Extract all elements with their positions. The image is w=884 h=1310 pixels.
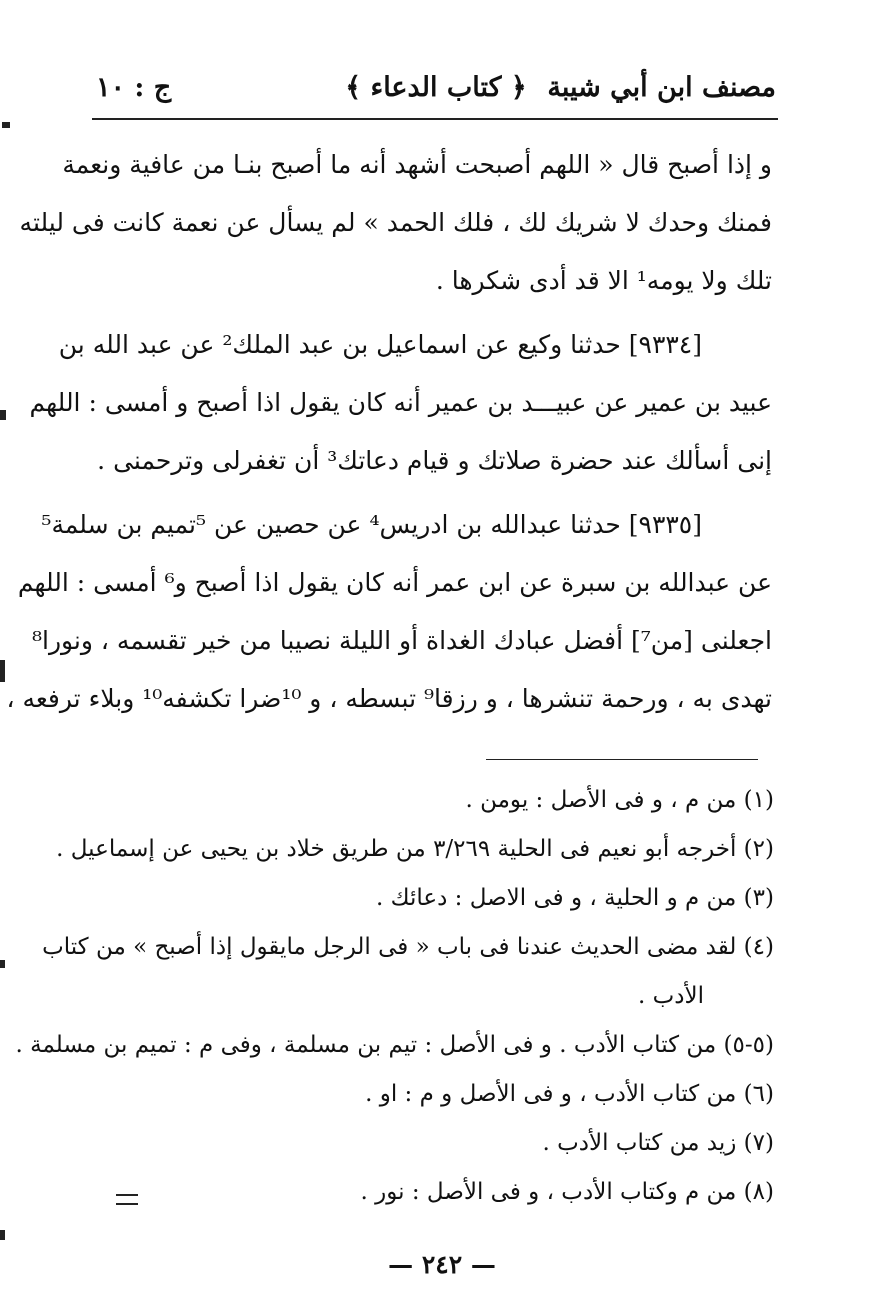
footnote-2: (٢) أخرجه أبو نعيم فى الحلية ٣/٢٦٩ من طريق خلاد بن يحيى عن إسماعيل . — [56, 836, 774, 862]
continuation-mark — [116, 1194, 138, 1205]
text-line: إنى أسألك عند حضرة صلاتك و قيام دعاتك³ أن تغفرلى وترحمنى . — [97, 446, 772, 475]
text-line: اجعلنى [من⁷] أفضل عبادك الغداة أو الليلة نصيبا من خير تقسمه ، ونورا⁸ — [31, 626, 772, 655]
footnote-8: (٨) من م وكتاب الأدب ، و فى الأصل : نور . — [360, 1179, 774, 1205]
text-line: تلك ولا يومه¹ الا قد أدى شكرها . — [435, 266, 772, 295]
text-line: و إذا أصبح قال « اللهم أصبحت أشهد أنه ما أصبح بنـا من عافية ونعمة — [62, 150, 772, 179]
header-rule — [92, 118, 778, 120]
page-number: — ٢٤٢ — — [388, 1250, 496, 1279]
footnote-1: (١) من م ، و فى الأصل : يومن . — [465, 787, 774, 813]
main-text — [6, 136, 772, 728]
footnote-rule — [486, 759, 758, 760]
text-line: فمنك وحدك لا شريك لك ، فلك الحمد » لم يسأل عن نعمة كانت فى ليلته — [19, 208, 772, 237]
scan-edge-mark — [0, 660, 5, 682]
book-title: مصنف ابن أبي شيبة — [547, 72, 776, 103]
scan-edge-mark — [2, 122, 10, 128]
footnote-4: (٤) لقد مضى الحديث عندنا فى باب « فى الرجل مايقول إذا أصبح » من كتاب — [42, 934, 774, 960]
chapter-title: ﴿ كتاب الدعاء ﴾ — [345, 72, 527, 103]
running-header — [96, 66, 776, 112]
footnote-5: (٥-٥) من كتاب الأدب . و فى الأصل : تيم بن مسلمة ، وفى م : تميم بن مسلمة . — [15, 1032, 774, 1058]
text-line: تهدى به ، ورحمة تنشرها ، و رزقا⁹ تبسطه ، و ¹⁰ضرا تكشفه¹⁰ وبلاء ترفعه ، — [6, 684, 772, 713]
scan-edge-mark — [0, 410, 6, 420]
hadith-9335-start: [٩٣٣٥] حدثنا عبدالله بن ادريس⁴ عن حصين عن ⁵تميم بن سلمة⁵ — [41, 510, 702, 539]
scan-edge-mark — [0, 960, 5, 968]
footnote-3: (٣) من م و الحلية ، و فى الاصل : دعائك . — [375, 885, 774, 911]
footnote-4-continued: الأدب . — [637, 983, 704, 1009]
text-line: عبيد بن عمير عن عبيـــد بن عمير أنه كان يقول اذا أصبح و أمسى : اللهم — [29, 388, 772, 417]
footnotes — [15, 776, 774, 1217]
text-line: عن عبدالله بن سبرة عن ابن عمر أنه كان يقول اذا أصبح و⁶ أمسى : اللهم — [17, 568, 772, 597]
scan-edge-mark — [0, 1230, 5, 1240]
hadith-9334-start: [٩٣٣٤] حدثنا وكيع عن اسماعيل بن عبد الملك² عن عبد الله بن — [58, 330, 702, 359]
footnote-6: (٦) من كتاب الأدب ، و فى الأصل و م : او . — [365, 1081, 774, 1107]
footnote-7: (٧) زيد من كتاب الأدب . — [542, 1130, 774, 1156]
volume-label: ج : ١٠ — [96, 72, 172, 103]
